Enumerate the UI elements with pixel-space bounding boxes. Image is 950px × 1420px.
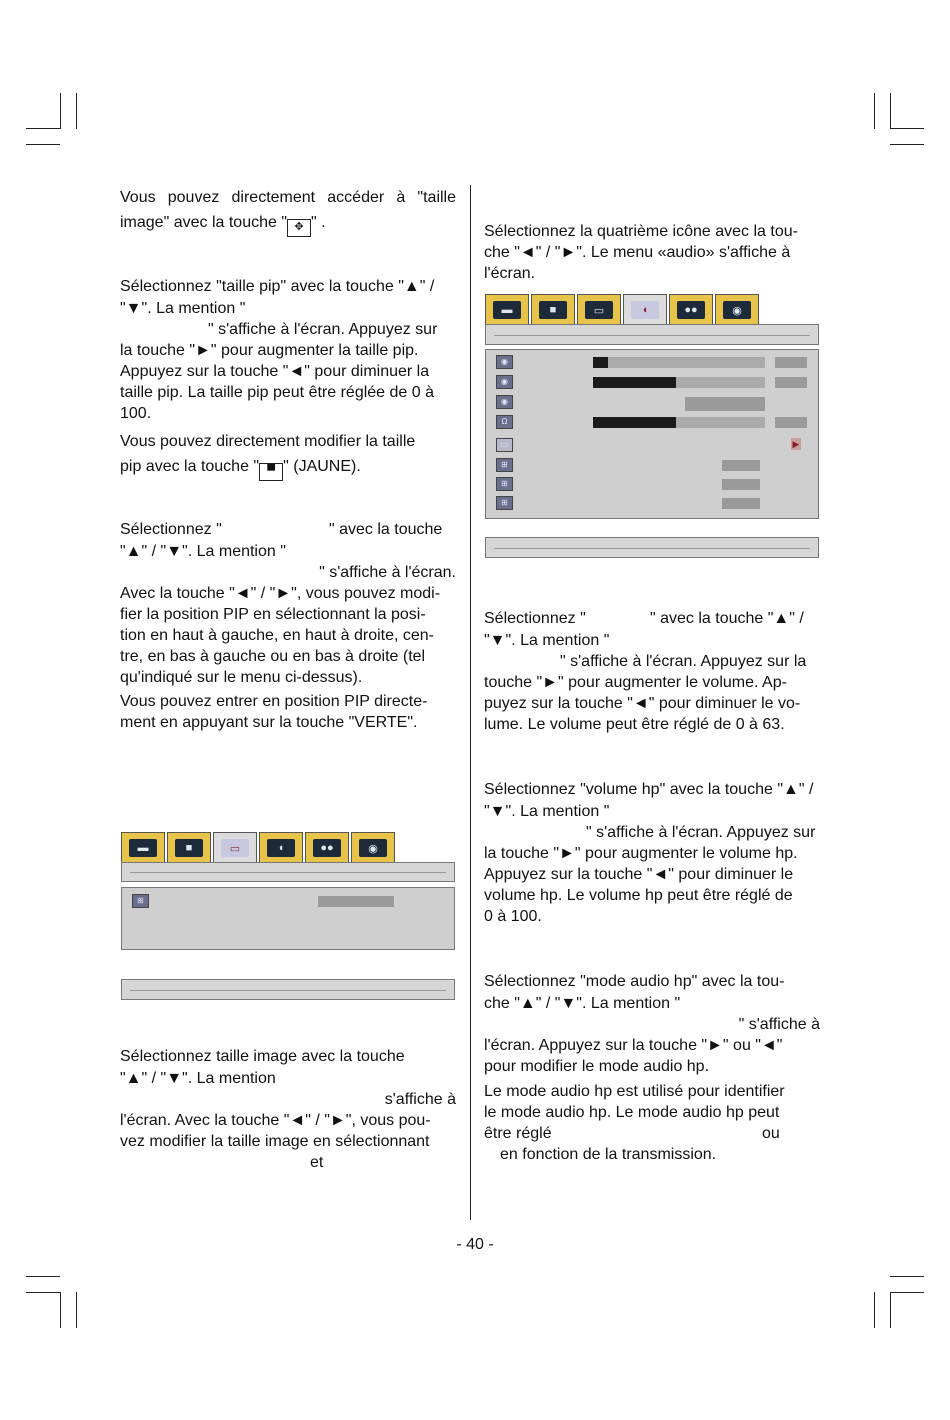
picture-icon: ▬ [493, 301, 521, 319]
text-line: "▲" / "▼". La mention [120, 1070, 276, 1087]
volume-slider[interactable] [593, 357, 765, 368]
paragraph-volume [484, 607, 820, 735]
crop-mark [890, 144, 924, 145]
setting-icon: ⊞ [496, 496, 513, 510]
paragraph-audio-menu [484, 221, 820, 284]
menu-row[interactable] [486, 495, 818, 513]
text-line: "▼". La mention " [120, 300, 246, 317]
tab-pip[interactable] [577, 294, 621, 326]
tab-pip[interactable] [213, 832, 257, 864]
screen-icon: ■ [539, 301, 567, 319]
text-line: lume. Le volume peut être réglé de 0 à 63. [484, 716, 785, 733]
text-line: " s'affiche à l'écran. Appuyez sur [586, 824, 816, 841]
text-fragment: Sélectionnez " [120, 521, 222, 538]
speaker-icon: ◖ [631, 301, 659, 319]
osd-menu-pip [121, 832, 455, 1000]
paragraph-headphone-volume [484, 778, 820, 927]
menu-title-bar [121, 862, 455, 882]
crop-mark [26, 144, 60, 145]
text-line: touche "►" pour augmenter le volume. Ap- [484, 674, 787, 691]
menu-tabs [121, 832, 397, 864]
text-line: "▲" / "▼". La mention " [120, 543, 286, 560]
text-line: 100. [120, 405, 152, 422]
text-line: Appuyez sur la touche "◄" pour diminuer le [484, 866, 794, 883]
text-line: Le mode audio hp est utilisé pour identifier [484, 1083, 785, 1100]
paragraph-pip-position [120, 518, 456, 688]
equalizer-icon: ▭ [496, 438, 513, 452]
paragraph-direct-image-size [120, 185, 456, 237]
text-line [120, 518, 456, 541]
tab-features[interactable] [669, 294, 713, 326]
text-line: pour modifier le mode audio hp. [484, 1058, 710, 1075]
features-icon: ●● [313, 839, 341, 857]
picture-icon: ▬ [129, 839, 157, 857]
text-line: l'écran. Appuyez sur la touche "►" ou "◄" [484, 1037, 783, 1054]
crop-mark [76, 93, 77, 129]
menu-help-bar [121, 979, 455, 1000]
crop-mark [76, 1292, 77, 1328]
text-line: Vous pouvez directement accéder à "taille [120, 189, 456, 206]
text-line [120, 210, 456, 237]
tv-key-icon: ▀ [259, 463, 283, 481]
text-line: tion en haut à gauche, en haut à droite, cen- [120, 627, 435, 644]
paragraph-pip-size [120, 275, 456, 424]
text-line: Sélectionnez taille image avec la touche [120, 1048, 405, 1065]
menu-row[interactable] [122, 893, 454, 911]
text-line: "▼". La mention " [484, 632, 610, 649]
volume-row[interactable] [486, 354, 818, 372]
menu-row[interactable] [486, 457, 818, 475]
option-value-box [685, 397, 765, 411]
text-line: Avec la touche "◄" / "►", vous pouvez modi- [120, 585, 441, 602]
column-divider [470, 185, 471, 1220]
text-fragment: image" avec la touche " [120, 214, 288, 231]
text-line: tre, en bas à gauche ou en bas à droite (tel [120, 648, 426, 665]
text-line [484, 607, 820, 630]
bar-line [130, 990, 446, 991]
crop-mark [60, 1292, 61, 1328]
sound-mode-row[interactable] [486, 394, 818, 412]
text-line [484, 1123, 820, 1144]
text-line: en fonction de la transmission. [500, 1146, 717, 1163]
text-line: ment en appuyant sur la touche "VERTE". [120, 714, 418, 731]
slider-fill [593, 417, 676, 428]
crop-mark [890, 93, 891, 129]
text-line: 0 à 100. [484, 908, 542, 925]
option-value-box [722, 498, 760, 509]
text-fragment: " (JAUNE). [283, 458, 361, 475]
page-number: - 40 - [456, 1236, 494, 1253]
menu-help-bar [485, 537, 819, 558]
text-line: che "◄" / "►". Le menu «audio» s'affiche à [484, 244, 791, 261]
balance-icon: ◉ [496, 375, 513, 389]
balance-row[interactable] [486, 374, 818, 392]
pip-size-icon: ⊞ [132, 894, 149, 908]
text-fragment: " avec la touche "▲" / [650, 610, 804, 627]
tab-picture[interactable] [121, 832, 165, 864]
volume-icon: ◉ [496, 355, 513, 369]
slider-fill [593, 377, 676, 388]
crop-mark [60, 93, 61, 129]
menu-tabs [485, 294, 761, 326]
value-box [775, 417, 807, 428]
features-icon: ●● [677, 301, 705, 319]
text-fragment: être réglé [484, 1125, 552, 1142]
text-fragment: Sélectionnez " [484, 610, 586, 627]
text-line: et [310, 1154, 324, 1171]
value-box [775, 377, 807, 388]
tab-audio[interactable] [623, 294, 667, 326]
text-line: la touche "►" pour augmenter le volume hp. [484, 845, 798, 862]
text-line: "▼". La mention " [484, 803, 610, 820]
text-line: puyez sur la touche "◄" pour diminuer le vo- [484, 695, 801, 712]
bar-line [494, 335, 810, 336]
crop-mark [26, 1276, 60, 1277]
text-line: Sélectionnez "mode audio hp" avec la tou- [484, 973, 785, 990]
crop-mark [874, 93, 875, 129]
pip-icon: ▭ [585, 301, 613, 319]
text-line: Appuyez sur la touche "◄" pour diminuer la [120, 363, 430, 380]
option-value-box [722, 479, 760, 490]
text-line: Vous pouvez directement modifier la taille [120, 433, 416, 450]
text-line: la touche "►" pour augmenter la taille pip. [120, 342, 419, 359]
menu-panel [485, 349, 819, 519]
text-line: fier la position PIP en sélectionnant la posi- [120, 606, 426, 623]
text-line: " s'affiche à l'écran. Appuyez sur la [560, 653, 807, 670]
text-line: vez modifier la taille image en sélectionnant [120, 1133, 430, 1150]
sound-mode-icon: ◉ [496, 395, 513, 409]
paragraph-headphone-mode-info [484, 1081, 820, 1165]
setting-icon: ⊞ [496, 477, 513, 491]
text-line: qu'indiqué sur le menu ci-dessus). [120, 669, 363, 686]
crop-mark [26, 1292, 60, 1293]
crop-mark [890, 1276, 924, 1277]
paragraph-pip-direct [120, 429, 456, 481]
setting-icon: ⊞ [496, 458, 513, 472]
text-line [120, 454, 456, 481]
text-fragment: " avec la touche [329, 521, 443, 538]
text-line: l'écran. Avec la touche "◄" / "►", vous pou- [120, 1112, 431, 1129]
menu-title-bar [485, 324, 819, 345]
text-fragment: pip avec la touche " [120, 458, 260, 475]
text-line: Sélectionnez "volume hp" avec la touche "▲" / [484, 781, 814, 798]
paragraph-image-size [120, 1045, 456, 1173]
text-fragment: " . [311, 214, 326, 231]
tab-install[interactable] [715, 294, 759, 326]
text-line: che "▲" / "▼". La mention " [484, 995, 681, 1012]
option-value-box [722, 460, 760, 471]
speaker-icon: ◖ [267, 839, 295, 857]
equalizer-row[interactable] [486, 437, 818, 455]
text-fragment: ou [762, 1125, 780, 1142]
slider-fill [593, 357, 608, 368]
text-line: taille pip. La taille pip peut être réglée de 0 à [120, 384, 434, 401]
crop-mark [890, 1292, 924, 1293]
headphone-volume-slider[interactable] [593, 417, 765, 428]
option-value-box [318, 896, 394, 907]
menu-panel [121, 887, 455, 950]
paragraph-pip-green [120, 691, 456, 733]
tab-screen[interactable] [531, 294, 575, 326]
pip-icon: ▭ [221, 839, 249, 857]
headphone-volume-row[interactable] [486, 414, 818, 432]
value-box [775, 357, 807, 368]
crop-mark [890, 128, 924, 129]
tab-install[interactable] [351, 832, 395, 864]
crop-mark [26, 128, 60, 129]
text-line: Vous pouvez entrer en position PIP directe- [120, 693, 428, 710]
install-icon: ◉ [723, 301, 751, 319]
move-arrows-icon: ✥ [287, 219, 311, 237]
screen-icon: ■ [175, 839, 203, 857]
tab-features[interactable] [305, 832, 349, 864]
tab-audio[interactable] [259, 832, 303, 864]
crop-mark [874, 1292, 875, 1328]
install-icon: ◉ [359, 839, 387, 857]
menu-row[interactable] [486, 476, 818, 494]
arrow-right-icon[interactable]: ▶ [792, 439, 800, 449]
bar-line [130, 872, 446, 873]
text-line: volume hp. Le volume hp peut être réglé de [484, 887, 793, 904]
tab-picture[interactable] [485, 294, 529, 326]
crop-mark [890, 1292, 891, 1328]
paragraph-headphone-mode [484, 970, 820, 1077]
text-line: le mode audio hp. Le mode audio hp peut [484, 1104, 780, 1121]
text-line: " s'affiche à l'écran. [319, 564, 456, 581]
text-line: " s'affiche à [738, 1016, 820, 1033]
headphone-icon: Ω [496, 415, 513, 429]
bar-line [494, 548, 810, 549]
text-line: Sélectionnez "taille pip" avec la touche "▲" / [120, 278, 435, 295]
text-line: Sélectionnez la quatrième icône avec la tou- [484, 223, 798, 240]
text-line: l'écran. [484, 265, 536, 282]
text-line: " s'affiche à l'écran. Appuyez sur [208, 321, 438, 338]
text-line: s'affiche à [384, 1091, 456, 1108]
osd-menu-audio [485, 294, 819, 558]
balance-slider[interactable] [593, 377, 765, 388]
tab-screen[interactable] [167, 832, 211, 864]
